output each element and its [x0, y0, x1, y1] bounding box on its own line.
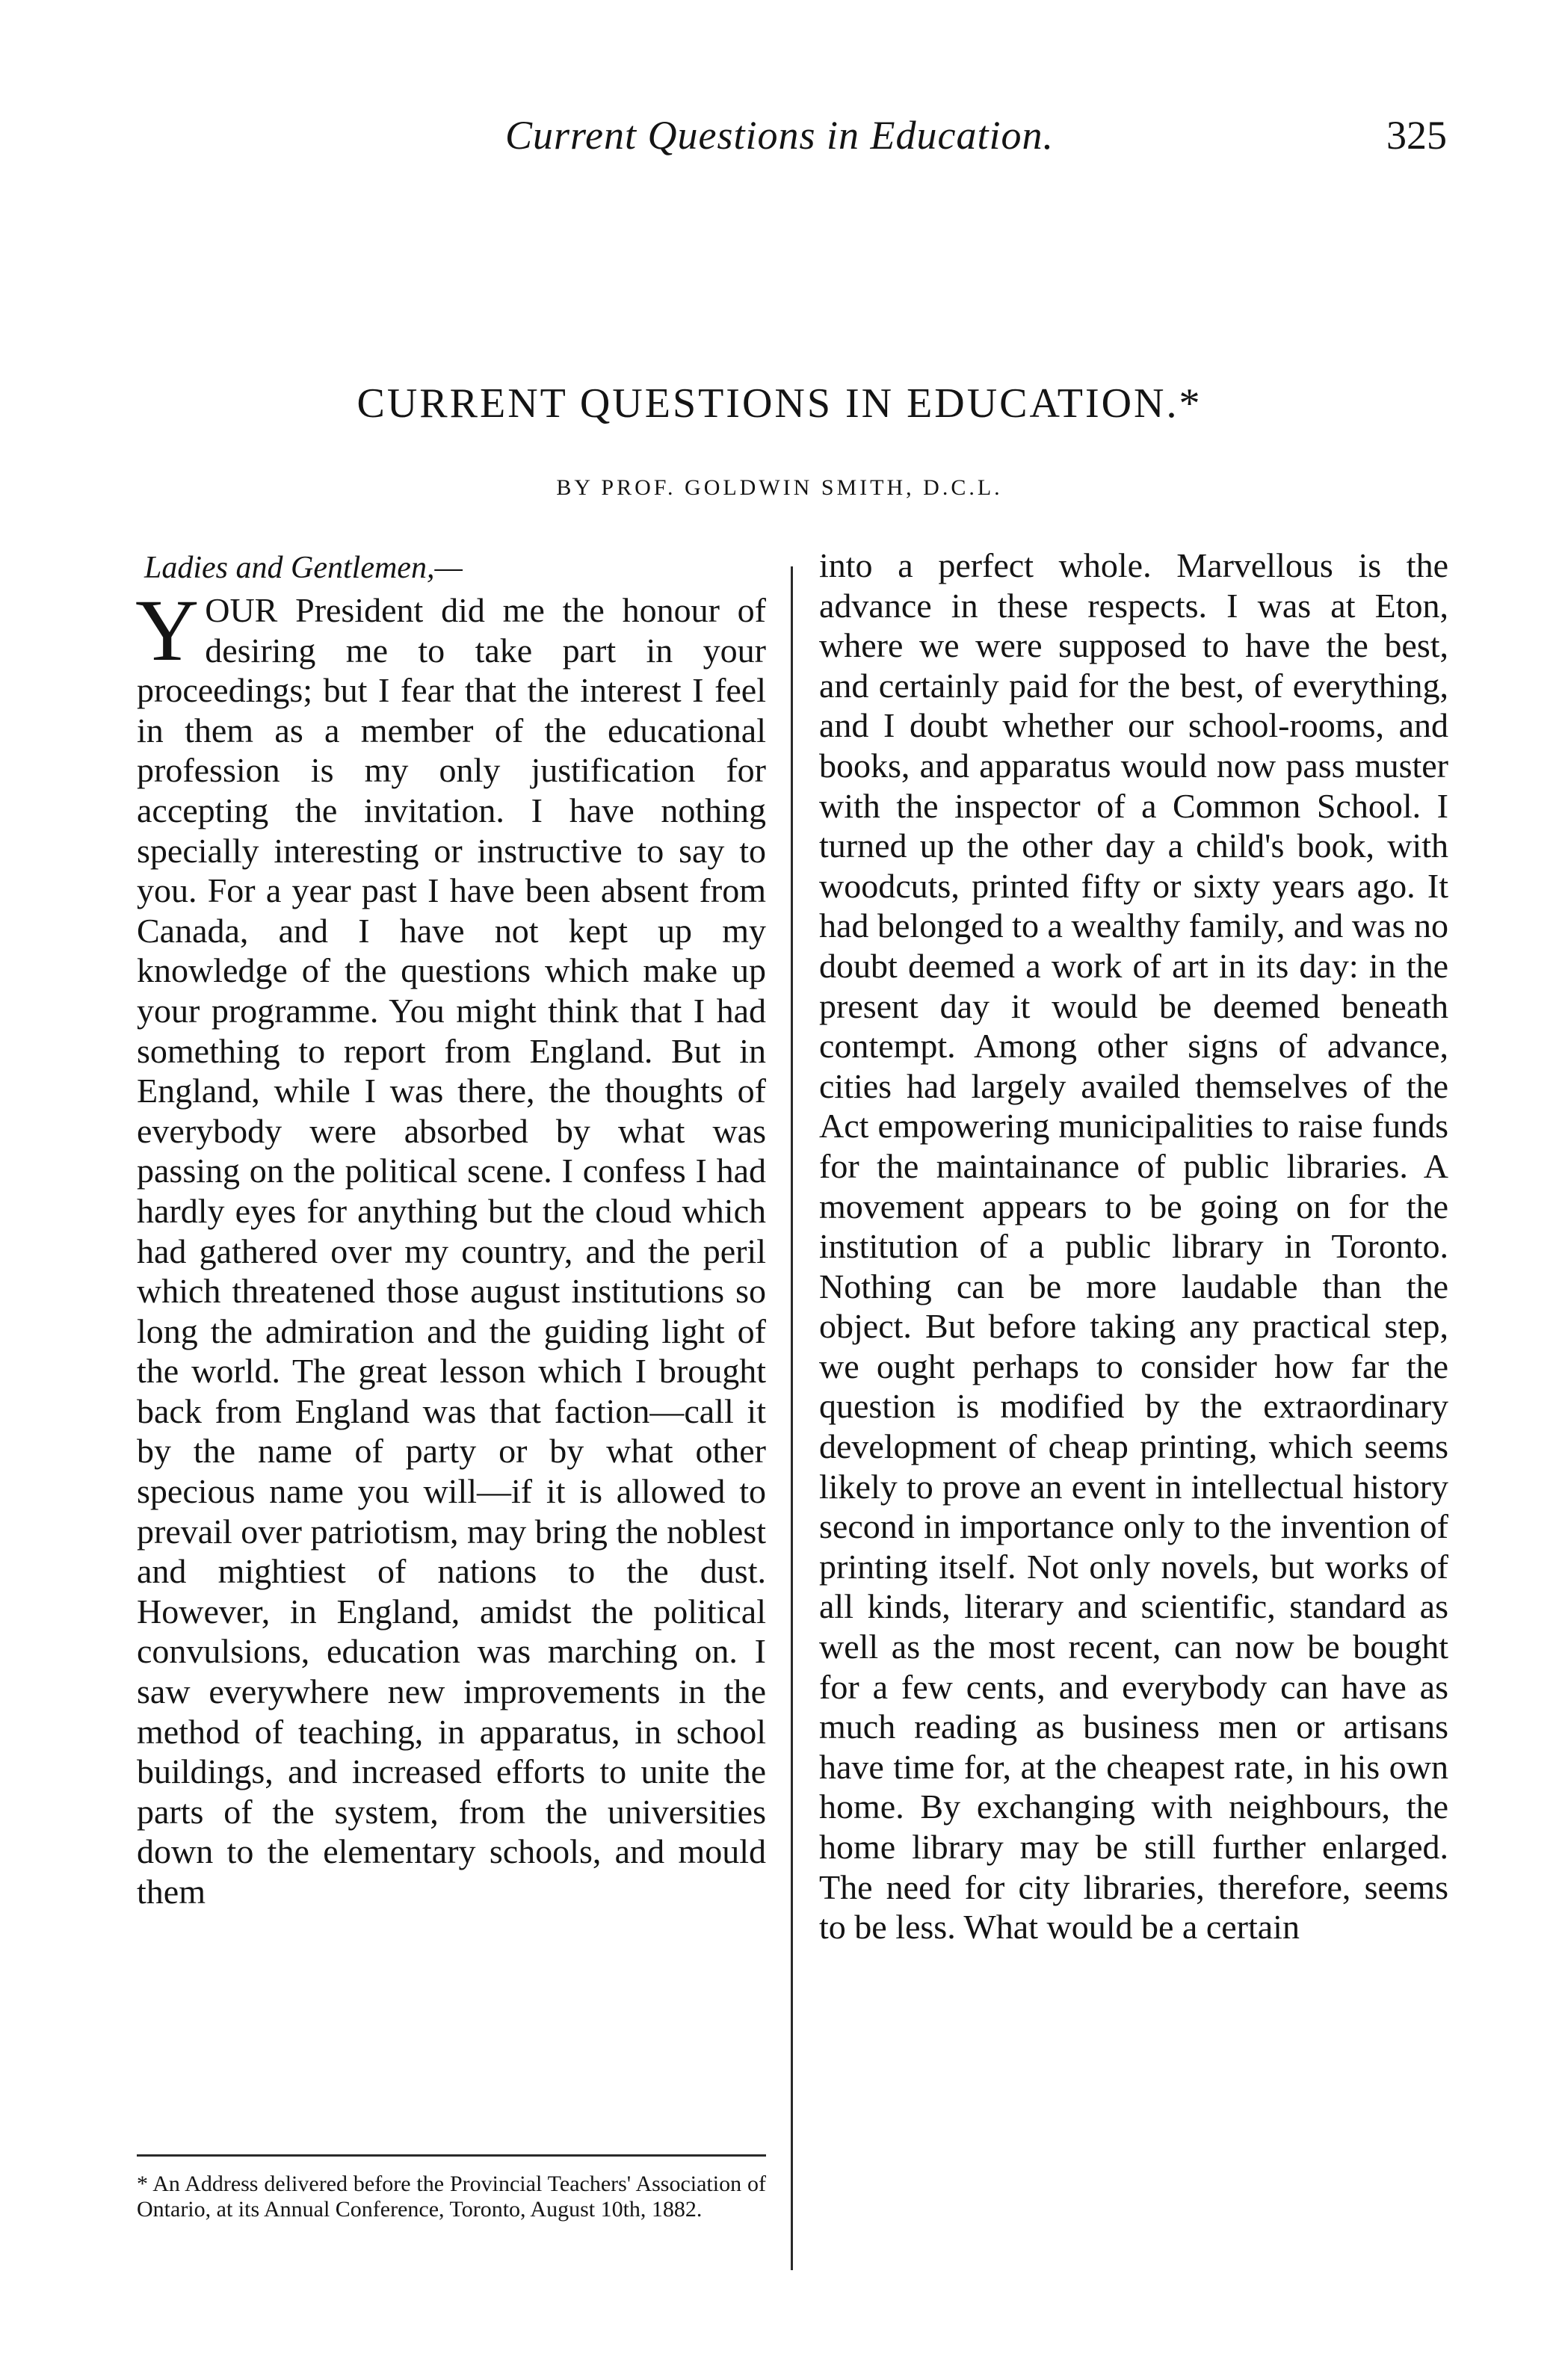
right-body-paragraph: into a perfect whole. Marvellous is the advance in these respects. I was at Eton, where we were supposed to have the best, and certainly paid for the best, of everything, and I doubt whether our school-rooms, and books, and apparatus would now pass muster with the inspector of a Common School. I turned up the other day a child's book, with woodcuts, printed fifty or sixty years ago. It had belonged to a wealthy family, and was no doubt deemed a work of art in its day: in the present day it would be deemed beneath contempt. Among other signs of advance, cities had largely availed themselves of the Act empowering municipalities to raise funds for the maintainance of public libraries. A movement appears to be going on for the institution of a public library in Toronto. Nothing can be more laudable than the object. But before taking any practical step, we ought perhaps to consider how far the question is modified by the extraordinary development of cheap printing, which seems likely to prove an event in intellectual history second in importance only to the invention of printing itself. Not only novels, but works of all kinds, literary and scientific, standard as well as the most recent, can now be bought for a few cents, and everybody can have as much reading as business men or artisans have time for, at the cheapest rate, in his own home. By exchanging with neighbours, the home library may be still further enlarged. The need for city libraries, therefore, seems to be less. What would be a certain	[819, 546, 1448, 1947]
article-title: CURRENT QUESTIONS IN EDUCATION.*	[356, 380, 1203, 427]
article-byline: BY PROF. GOLDWIN SMITH, D.C.L.	[556, 475, 1003, 500]
page-number: 325	[1386, 113, 1447, 158]
left-body-paragraph: OUR President did me the honour of desiring me to take part in your proceedings; but I fear that the interest I feel in them as a member of the educational profession is my only justification for accepting the invitation. I have nothing specially interesting or instructive to say to you. For a year past I have been absent from Canada, and I have not kept up my knowledge of the questions which make up your programme. You might think that I had something to report from England. But in England, while I was there, the thoughts of everybody were absorbed by what was passing on the political scene. I confess I had hardly eyes for anything but the cloud which had gathered over my country, and the peril which threatened those august institutions so long the admiration and the guiding light of the world. The great lesson which I brought back from England was that faction—call it by the name of party or by what other specious name you will—if it is allowed to prevail over patriotism, may bring the noblest and mightiest of nations to the dust. However, in England, amidst the political convulsions, education was marching on. I saw everywhere new improvements in the method of teaching, in apparatus, in school buildings, and increased efforts to unite the parts of the system, from the universities down to the elementary schools, and mould them	[137, 591, 766, 1911]
salutation: Ladies and Gentlemen,—	[144, 551, 463, 585]
drop-cap: Y	[135, 581, 200, 679]
left-column	[137, 545, 766, 1912]
footnote: * An Address delivered before the Provincial Teachers' Association of Ontario, at its Annual Conference, Toronto, August 10th, 1882.	[137, 2172, 766, 2222]
right-column	[819, 545, 1448, 1947]
footnote-divider	[137, 2154, 766, 2157]
column-divider	[791, 566, 793, 2270]
left-column-text	[135, 581, 766, 1912]
right-column-text	[819, 545, 1448, 1947]
running-title: Current Questions in Education.	[505, 113, 1054, 158]
